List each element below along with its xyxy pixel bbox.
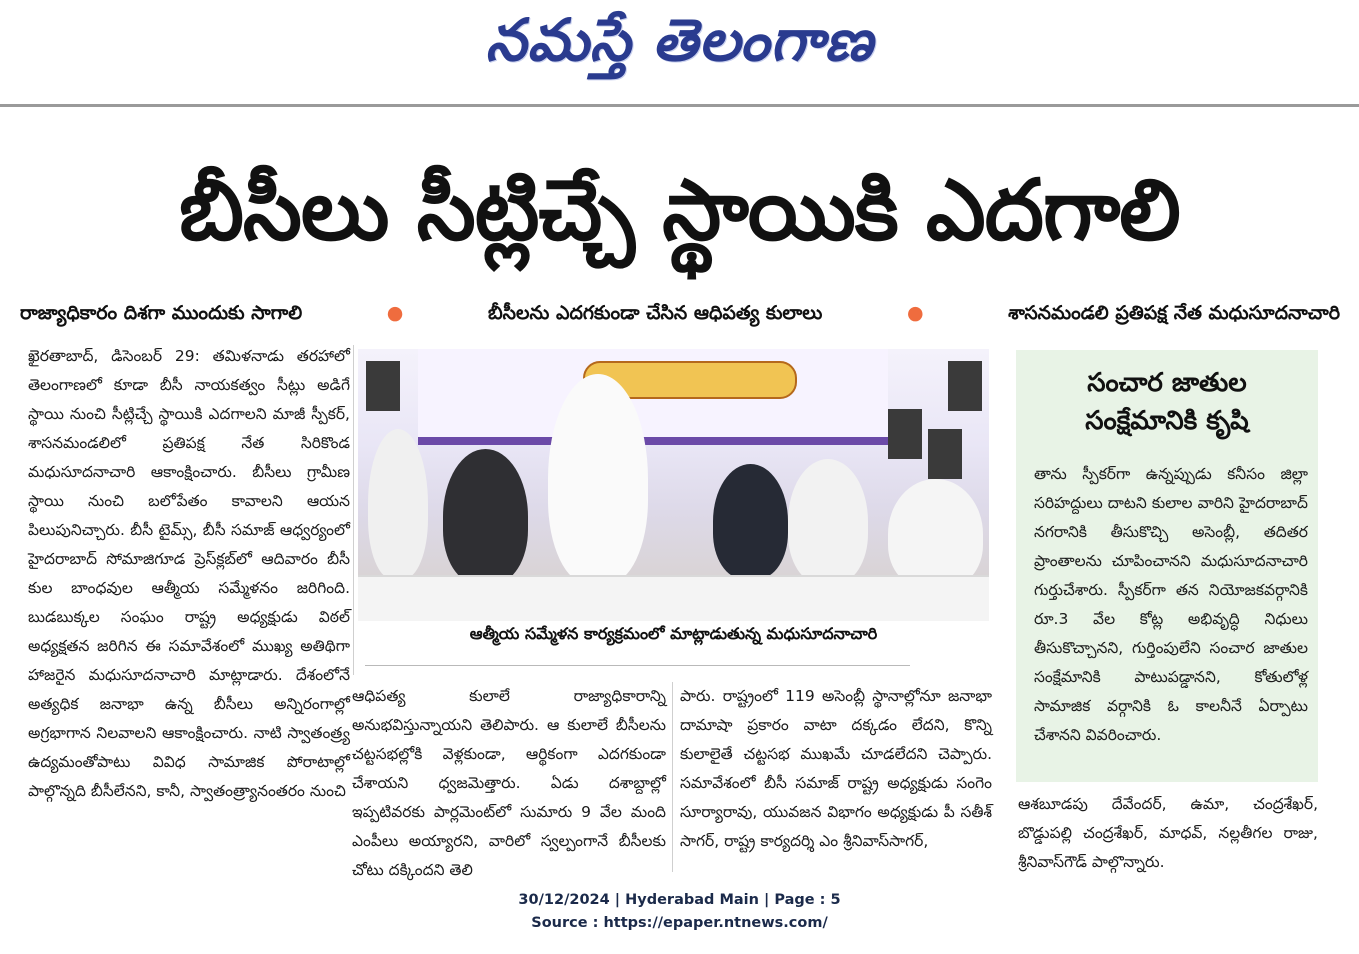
person (788, 459, 868, 584)
article-text: పారు. రాష్ట్రంలో 119 అసెంబ్లీ స్థానాల్లోనూ జనాభా దామాషా ప్రకారం వాటా దక్కడం లేదని, కొన్ని కులాలైతే చట్టసభ ముఖమే చూడలేదని చెప్పారు. సమావేశంలో బీసీ సమాజ్ రాష్ట్ర అధ్యక్షుడు సంగెం సూర్యారావు, యువజన విభాగం అధ్యక్షుడు పీ సతీశ్ సాగర్, రాష్ట్ర కార్యదర్శి ఎం శ్రీనివాస్‌సాగర్, (680, 687, 992, 850)
sidebar-body: తాను స్పీకర్‌గా ఉన్నప్పుడు కనీసం జిల్లా సరిహద్దులు దాటని కులాల వారిని హైదరాబాద్ నగరానికి తీసుకొచ్చి అసెంబ్లీ, తదితర ప్రాంతాలను చూపించానని మధుసూదనాచారి గుర్తుచేశారు. స్పీకర్‌గా తన నియోజకవర్గానికి రూ.3 వేల కోట్ల అభివృద్ధి నిధులు తీసుకొచ్చానని, గుర్తింపులేని సంచార జాతుల సంక్షేమానికి పాటుపడ్డానని, కోతులోళ్ల సామాజిక వర్గానికి ఓ కాలనీనే ఏర్పాటు చేశానని వివరించారు. (1034, 465, 1308, 744)
article-column-3 (680, 682, 992, 856)
article-column-1 (28, 342, 350, 806)
speaker-person (548, 374, 648, 584)
article-column-4 (1018, 790, 1318, 877)
person (713, 464, 788, 579)
subdeck (20, 302, 1340, 329)
article-text: ఆధిపత్య కులాలే రాజ్యాధికారాన్ని అనుభవిస్తున్నాయని తెలిపారు. ఆ కులాలే బీసీలను చట్టసభల్లోకి వెళ్లకుండా, ఆర్థికంగా ఎదగకుండా చేశాయని ధ్వజమెత్తారు. ఏడు దశాబ్దాల్లో ఇప్పటివరకు పార్లమెంట్‌లో సుమారు 9 వేల మంది ఎంపీలు అయ్యారని, వారిలో స్వల్పంగానే బీసీలకు చోటు దక్కిందని తెలి (352, 687, 666, 879)
masthead (0, 0, 1359, 90)
edition-line: 30/12/2024 | Hyderabad Main | Page : 5 (518, 892, 841, 908)
press-club-logo (366, 361, 400, 411)
person (368, 429, 428, 579)
bullet-icon: ● (386, 302, 404, 324)
sidebar-title: సంచార జాతుల సంక్షేమానికి కృషి (1085, 368, 1249, 436)
press-club-logo (928, 429, 962, 479)
subdeck-item: శాసనమండలి ప్రతిపక్ష నేత మధుసూదనాచారి (1008, 302, 1340, 324)
press-club-logo (948, 361, 982, 411)
column-divider (353, 345, 354, 675)
page-footer (0, 889, 1359, 935)
newspaper-logo: నమస్తే తెలంగాణ (485, 6, 874, 74)
source-line: Source : https://epaper.ntnews.com/ (531, 915, 828, 931)
news-photo (358, 349, 989, 621)
person (888, 479, 983, 589)
table (358, 575, 989, 621)
person (443, 449, 528, 584)
event-banner (418, 349, 888, 445)
bullet-icon: ● (906, 302, 924, 324)
subdeck-item: రాజ్యాధికారం దిశగా ముందుకు సాగాలి (20, 302, 303, 324)
subdeck-item: బీసీలను ఎదగకుండా చేసిన ఆధిపత్య కులాలు (488, 302, 823, 324)
article-text: ఖైరతాబాద్, డిసెంబర్ 29: తమిళనాడు తరహాలో తెలంగాణలో కూడా బీసీ నాయకత్వం సీట్లు అడిగే స్థాయి నుంచి సీట్లిచ్చే స్థాయికి ఎదగాలని మాజీ స్పీకర్, శాసనమండలిలో ప్రతిపక్ష నేత సిరికొండ మధుసూదనాచారి ఆకాంక్షించారు. బీసీలు గ్రామీణ స్థాయి నుంచి బలోపేతం కావాలని ఆయన పిలుపునిచ్చారు. బీసీ టైమ్స్, బీసీ సమాజ్ ఆధ్వర్యంలో హైదరాబాద్ సోమాజిగూడ ప్రెస్‌క్లబ్‌లో ఆదివారం బీసీ కుల బాంధవుల ఆత్మీయ సమ్మేళనం జరిగింది. బుడబుక్కల సంఘం రాష్ట్ర అధ్యక్షుడు విఠల్ అధ్యక్షతన జరిగిన ఈ సమావేశంలో ముఖ్య అతిథిగా హాజరైన మధుసూదనాచారి మాట్లాడారు. దేశంలోనే అత్యధిక జనాభా ఉన్న బీసీలు అన్నిరంగాల్లో అగ్రభాగాన నిలవాలని ఆకాంక్షించారు. నాటి స్వాతంత్ర్య ఉద్యమంతోపాటు వివిధ సామాజిక పోరాటాల్లో పాల్గొన్నది బీసీలేనని, కానీ, స్వాతంత్ర్యానంతరం నుంచి (28, 347, 350, 800)
caption-rule (365, 665, 910, 666)
column-divider (672, 682, 673, 872)
headline: బీసీలు సీట్లిచ్చే స్థాయికి ఎదగాలి (179, 161, 1180, 259)
press-club-logo (888, 409, 922, 459)
article-column-2 (352, 682, 666, 885)
masthead-rule (0, 104, 1359, 107)
photo-caption: ఆత్మీయ సమ్మేళన కార్యక్రమంలో మాట్లాడుతున్న మధుసూదనాచారి (469, 624, 878, 643)
sidebar-box (1016, 350, 1318, 782)
article-text: ఆశబూడపు దేవేందర్, ఉమా, చంద్రశేఖర్, బొడ్డుపల్లి చంద్రశేఖర్, మాధవ్, నల్లతీగల రాజు, శ్రీనివాస్‌గౌడ్ పాల్గొన్నారు. (1018, 795, 1318, 871)
